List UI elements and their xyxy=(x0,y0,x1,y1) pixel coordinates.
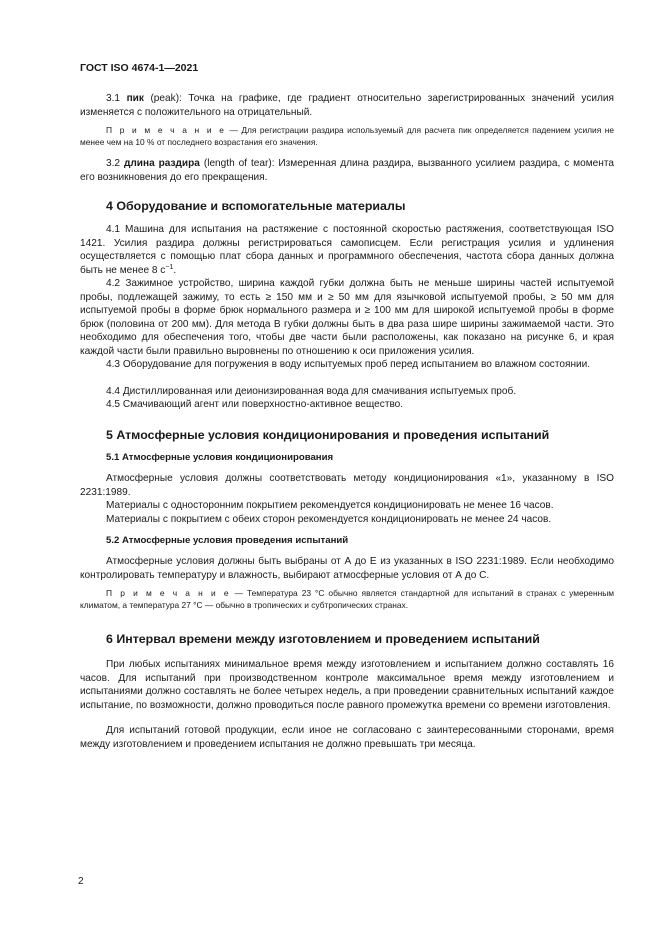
paragraph-6-1: При любых испытаниях минимальное время между изготовлением и испытанием должно составлять 16 часов. Для испытаний при производственном контроле максимальное время между изготовлением и испытаниями должно составлять не более четырех недель, а при проведении сравнительных испытаний каждое испытание, по возможности, должно проводиться после равного промежутка времени со времени изготовления. xyxy=(80,659,614,711)
subsection-5-1-heading: 5.1 Атмосферные условия кондиционирования xyxy=(106,452,334,463)
paragraph-4-2: 4.2 Зажимное устройство, ширина каждой губки должна быть не меньше ширины частей испытуемой пробы, подлежащей зажиму, то есть ≥ 150 мм и ≥ 50 мм для язычковой испытуемой пробы, ≥ 50 мм для испытуемой пробы в форме брюк нормального размера и ≥ 100 мм для широкой испытуемой пробы в форме брюк (половина от 200 мм). Для метода В губки должны быть в два раза шире ширины зажимаемой части. Это необходимо для обеспечения того, чтобы две части были расположены, как показано на рисунке 6, и края каждой части были правильно выровнены по отношению к оси приложения усилия. xyxy=(80,278,614,357)
section-5-heading: 5 Атмосферные условия кондиционирования и проведения испытаний xyxy=(106,428,550,442)
note-label: П р и м е ч а н и е xyxy=(106,588,231,598)
paragraph-4-3: 4.3 Оборудование для погружения в воду испытуемых проб перед испытанием во влажном состоянии. xyxy=(106,359,591,370)
document-code-header: ГОСТ ISO 4674-1—2021 xyxy=(80,62,199,74)
note-text: — Температура 23 °С обычно является стандартной для испытаний в странах с умеренным климатом, а температура 27 °С — обычно в тропических и субтропических странах. xyxy=(80,588,614,611)
paragraph-3-1 xyxy=(80,92,614,119)
page-number: 2 xyxy=(78,876,84,887)
paragraph-6-2: Для испытаний готовой продукции, если иное не согласовано с заинтересованными сторонами, время между изготовлением и проведением испытания не должно превышать три месяца. xyxy=(80,725,614,750)
term-tear-length: длина раздира xyxy=(123,158,200,169)
note-text: — Для регистрации раздира используемый для расчета пик определяется падением усилия не менее чем на 10 % от последнего возрастания его значения. xyxy=(80,125,614,148)
paragraph-4-5: 4.5 Смачивающий агент или поверхностно-активное вещество. xyxy=(106,399,404,410)
clause-number: 3.2 xyxy=(106,158,124,169)
clause-number: 3.1 xyxy=(106,93,127,104)
subsection-5-2-heading: 5.2 Атмосферные условия проведения испытаний xyxy=(106,535,349,546)
paragraph-4-1 xyxy=(80,223,614,277)
paragraph-4-4: 4.4 Дистиллированная или деионизированная вода для смачивания испытуемых проб. xyxy=(106,386,517,397)
note-5-2 xyxy=(80,587,614,612)
section-6-heading: 6 Интервал времени между изготовлением и проведением испытаний xyxy=(106,632,540,646)
definition-text: (length of tear): Измеренная длина раздира, вызванного усилием раздира, с момента его возникновения до его прекращения. xyxy=(80,158,614,183)
paragraph-5-1-2: Материалы с односторонним покрытием рекомендуется кондиционировать не менее 16 часов. xyxy=(106,500,554,511)
paragraph-5-1-3: Материалы с покрытием с обеих сторон рекомендуется кондиционировать не менее 24 часов. xyxy=(106,514,552,525)
paragraph-text: 4.1 Машина для испытания на растяжение с постоянной скоростью растяжения, соответствующая ISO 1421. Усилия раздира должны регистрироваться самописцем. Если регистрация усилия и удлинения осуществляется с помощью плат сбора данных и программного обеспечения, частота сбора данных должна быть не менее 8 с xyxy=(80,224,614,276)
note-3-1 xyxy=(80,124,614,149)
definition-text: (peak): Точка на графике, где градиент относительно зарегистрированных значений усилия изменяется с положительного на отрицательный. xyxy=(80,93,614,118)
paragraph-3-2 xyxy=(80,157,614,184)
paragraph-end: . xyxy=(173,264,177,276)
section-4-heading: 4 Оборудование и вспомогательные материалы xyxy=(106,199,406,213)
term-peak: пик xyxy=(126,93,144,104)
exponent: −1 xyxy=(165,263,174,271)
paragraph-5-2-1: Атмосферные условия должны быть выбраны от А до Е из указанных в ISO 2231:1989. Если необходимо контролировать температуру и влажность, выбирают атмосферные условия от А до С. xyxy=(80,556,614,581)
note-label: П р и м е ч а н и е xyxy=(106,125,226,135)
paragraph-5-1-1: Атмосферные условия должны соответствовать методу кондиционирования «1», указанному в ISO 2231:1989. xyxy=(80,473,614,498)
